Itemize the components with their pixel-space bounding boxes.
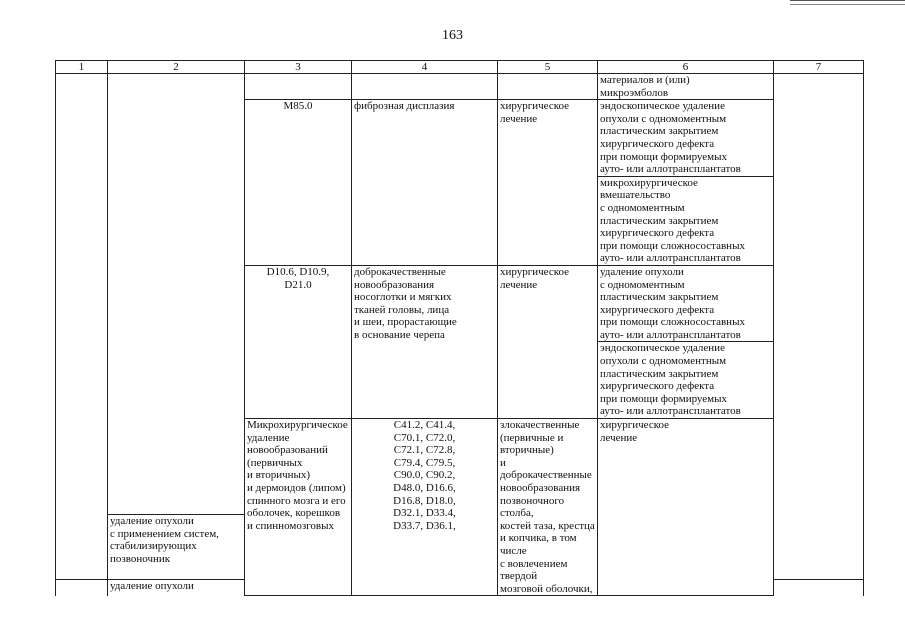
intervention-cell: Микрохирургическое удаление новообразований (первичных и вторичных) и дермоидов (липом) спинного мозга и его оболочек, корешков и спинномозговых (245, 419, 352, 596)
method-cell: материалов и (или) микроэмболов (598, 74, 774, 100)
condition-cell: фиброзная дисплазия (352, 100, 498, 266)
method-cell: микрохирургическое вмешательство с одномоментным пластическим закрытием хирургического дефекта при помощи сложносоставных ауто- или аллотрансплантатов (598, 176, 774, 265)
codes-cell: M85.0 (245, 100, 352, 266)
method-cell: удаление опухоли с применением систем, стабилизирующих позвоночник (108, 515, 245, 580)
column-header: 2 (108, 61, 245, 74)
method-cell: эндоскопическое удаление опухоли с одномоментным пластическим закрытием хирургического дефекта при помощи формируемых ауто- или аллотрансплантатов (598, 100, 774, 177)
col7-cell (774, 579, 864, 595)
treatment-type-cell: хирургическое лечение (498, 265, 598, 418)
column-header: 7 (774, 61, 864, 74)
column-header: 1 (56, 61, 108, 74)
codes-cell (245, 74, 352, 100)
column-header: 4 (352, 61, 498, 74)
column-header: 3 (245, 61, 352, 74)
column-header: 6 (598, 61, 774, 74)
column-header: 5 (498, 61, 598, 74)
page-number: 163 (442, 28, 463, 43)
col7-cell (774, 74, 864, 580)
col1-cell (56, 74, 108, 580)
condition-cell: злокачественные (первичные и вторичные) и доброкачественные новообразования позвоночного столба, костей таза, крестца и копчика, в том числе с вовлечением твердой мозговой оболочки, (498, 419, 598, 596)
intervention-cell (108, 74, 245, 515)
condition-cell: доброкачественные новообразования носоглотки и мягких тканей головы, лица и шеи, прорастающие в основание черепа (352, 265, 498, 418)
codes-cell: D10.6, D10.9, D21.0 (245, 265, 352, 418)
medical-care-table (55, 60, 864, 596)
treatment-type-cell (498, 74, 598, 100)
treatment-type-cell: хирургическое лечение (598, 419, 774, 596)
col1-cell (56, 579, 108, 595)
column-number-row (56, 61, 864, 74)
table-row (56, 74, 864, 100)
treatment-type-cell: хирургическое лечение (498, 100, 598, 266)
corner-rule (790, 0, 905, 5)
method-cell: эндоскопическое удаление опухоли с одномоментным пластическим закрытием хирургического дефекта при помощи формируемых ауто- или аллотрансплантатов (598, 342, 774, 419)
condition-cell (352, 74, 498, 100)
codes-cell: C41.2, C41.4, C70.1, C72.0, C72.1, C72.8, C79.4, C79.5, C90.0, C90.2, D48.0, D16.6, D16.8, D18.0, D32.1, D33.4, D33.7, D36.1, (352, 419, 498, 596)
method-cell: удаление опухоли (108, 579, 245, 595)
method-cell: удаление опухоли с одномоментным пластическим закрытием хирургического дефекта при помощи сложносоставных ауто- или аллотрансплантатов (598, 265, 774, 342)
